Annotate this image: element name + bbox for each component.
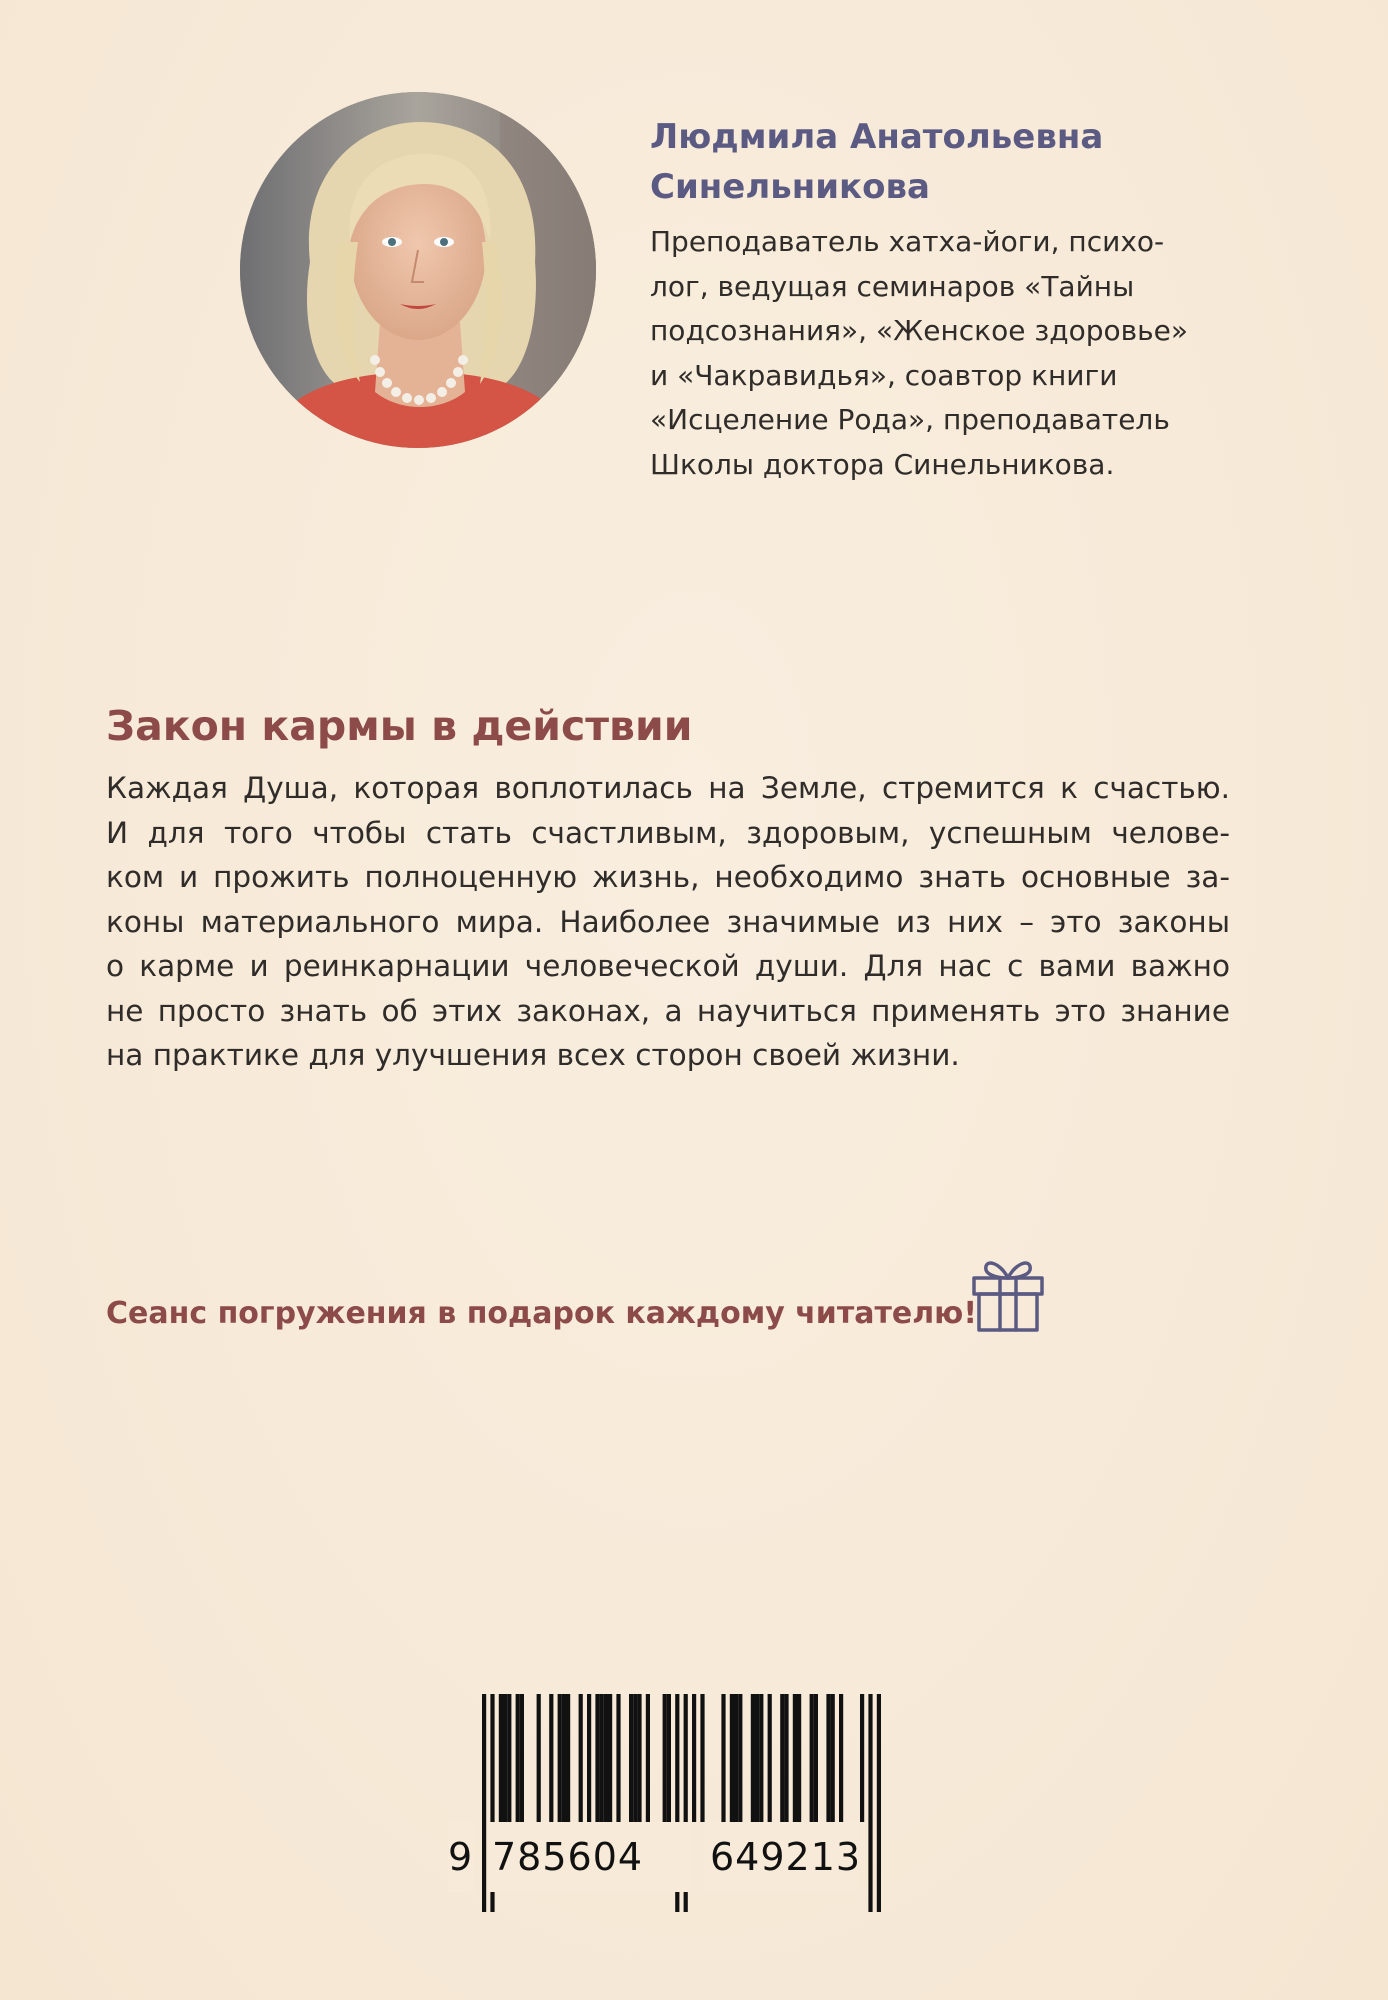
body-line: Каждая Душа, которая воплотилась на Земле, стремится к счастью. — [106, 771, 1230, 805]
section-body — [106, 766, 1230, 1078]
gift-promo-text: Сеанс погружения в подарок каждому читателю! — [106, 1296, 978, 1331]
body-line: о карме и реинкарнации человеческой души. Для нас с вами важно — [106, 949, 1230, 983]
barcode-guard-bar — [482, 1694, 486, 1912]
author-photo — [240, 92, 596, 448]
barcode-bar — [755, 1694, 759, 1822]
barcode-bar — [629, 1694, 633, 1822]
barcode-bar — [780, 1694, 784, 1822]
author-name-line-1: Людмила Анатольевна — [650, 117, 1104, 157]
body-line: на практике для улучшения всех сторон своей жизни. — [106, 1038, 960, 1072]
barcode-bar — [814, 1694, 818, 1822]
barcode-guard-bar — [877, 1694, 881, 1912]
barcode-bar — [793, 1694, 797, 1822]
barcode-bar — [721, 1694, 725, 1822]
barcode-bar — [839, 1694, 843, 1822]
barcode-bar — [826, 1694, 830, 1822]
barcode-bar — [562, 1694, 566, 1822]
barcode-bar — [600, 1694, 604, 1822]
barcode-left-digits: 785604 — [488, 1822, 690, 1892]
barcode-bar — [558, 1694, 562, 1822]
barcode-bar — [831, 1694, 835, 1822]
barcode-bar — [633, 1694, 637, 1822]
body-line: И для того чтобы стать счастливым, здоровым, успешным челове- — [106, 815, 1230, 850]
barcode-bar — [604, 1694, 608, 1822]
author-bio — [650, 220, 1270, 487]
section-title: Закон кармы в действии — [106, 702, 693, 750]
barcode-bar — [860, 1694, 864, 1822]
bio-line: Преподаватель хатха-йоги, психо- — [650, 225, 1165, 258]
barcode-bar — [810, 1694, 814, 1822]
barcode-bar — [751, 1694, 755, 1822]
gift-icon — [970, 1250, 1046, 1334]
barcode-right-digits: 649213 — [704, 1822, 858, 1892]
barcode-bar — [784, 1694, 788, 1822]
barcode-bar — [734, 1694, 738, 1822]
barcode-bar — [738, 1694, 742, 1822]
bio-line: и «Чакравидья», соавтор книги — [650, 358, 1118, 392]
barcode-bar — [616, 1694, 620, 1822]
barcode-bar — [730, 1694, 734, 1822]
barcode-bar — [700, 1694, 704, 1822]
bio-line: лог, ведущая семинаров «Тайны — [650, 269, 1135, 303]
barcode-bar — [797, 1694, 801, 1822]
barcode-first-digit: 9 — [448, 1822, 474, 1892]
barcode-bar — [587, 1694, 591, 1822]
barcode-bar — [520, 1694, 524, 1822]
body-line: ком и прожить полноценную жизнь, необходимо знать основные за- — [106, 860, 1230, 894]
bio-line: «Исцеление Рода», преподаватель — [650, 403, 1170, 436]
barcode-bar — [503, 1694, 507, 1822]
barcode-bar — [507, 1694, 511, 1822]
barcode-guard-bar — [868, 1694, 872, 1912]
barcode-bar — [579, 1694, 583, 1822]
author-name-line-2: Синельникова — [650, 167, 930, 207]
barcode-bar — [667, 1694, 671, 1822]
barcode-bar — [566, 1694, 570, 1822]
author-portrait-image — [240, 92, 596, 448]
barcode-bar — [608, 1694, 612, 1822]
barcode-bar — [646, 1694, 650, 1822]
bio-line: Школы доктора Синельникова. — [650, 447, 1115, 481]
barcode-bar — [768, 1694, 772, 1822]
barcode-bar — [499, 1694, 503, 1822]
barcode-bar — [637, 1694, 641, 1822]
barcode-bar — [549, 1694, 553, 1822]
bio-line: подсознания», «Женское здоровье» — [650, 314, 1188, 347]
barcode-bar — [516, 1694, 520, 1822]
barcode-bar — [595, 1694, 599, 1822]
body-line: не просто знать об этих законах, а научиться применять это знание — [106, 993, 1230, 1028]
barcode-bar — [537, 1694, 541, 1822]
barcode-bar — [692, 1694, 696, 1822]
body-line: коны материального мира. Наиболее значимые из них – это законы — [106, 904, 1230, 939]
barcode-bar — [663, 1694, 667, 1822]
author-name — [650, 112, 1290, 212]
barcode-bar — [759, 1694, 763, 1822]
